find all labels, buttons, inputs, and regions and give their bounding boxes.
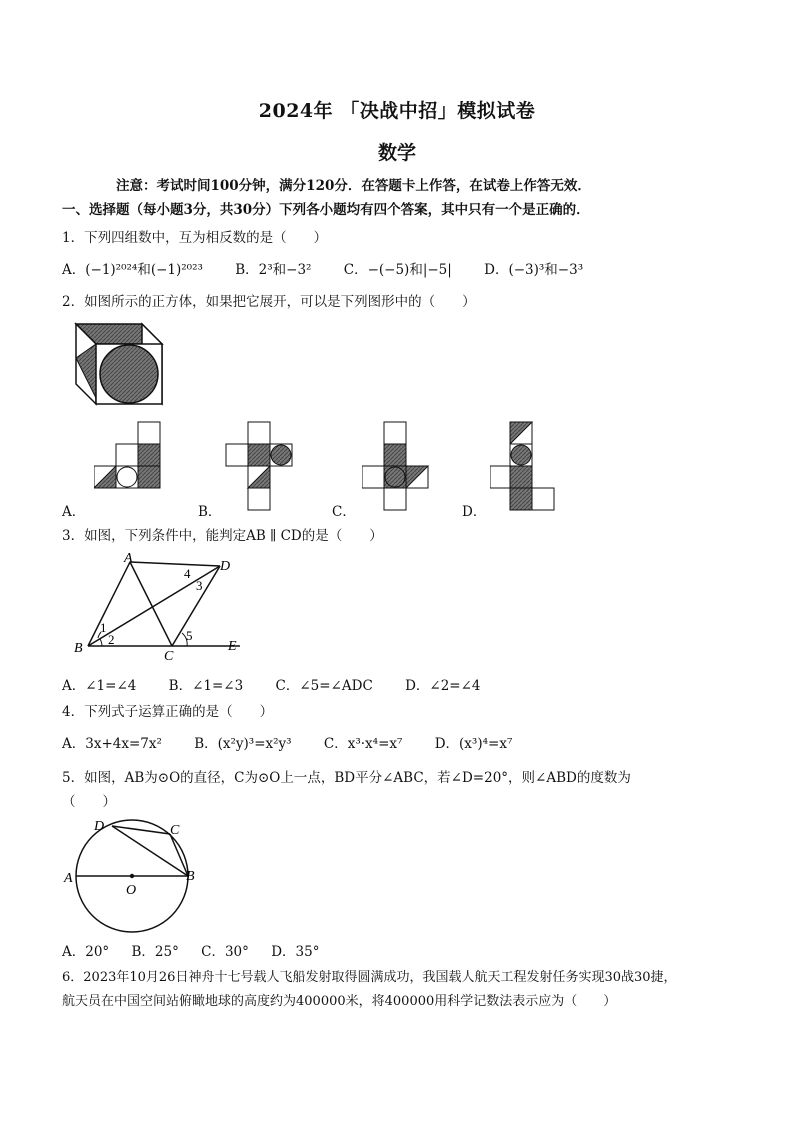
section-title: 一、选择题（每小题3分，共30分）下列各小题均有四个答案，其中只有一个是正确的． — [62, 202, 590, 218]
exam-notice: 注意：考试时间100分钟，满分120分．在答题卡上作答，在试卷上作答无效． — [116, 178, 591, 194]
q2-stem: 2．如图所示的正方体，如果把它展开，可以是下列图形中的（ ） — [62, 294, 476, 310]
q5-point-o: O — [126, 883, 137, 898]
q1-option-d: D．(−3)³和−3³ — [484, 262, 584, 278]
q4-options — [62, 732, 540, 752]
q5-point-d: D — [94, 819, 105, 834]
q3-option-a: A．∠1=∠4 — [62, 678, 137, 694]
cube-figure — [70, 318, 170, 408]
q5-stem-bracket: （ ） — [62, 794, 116, 810]
q4-option-b: B．(x²y)³=x²y³ — [194, 736, 292, 752]
net-label-c: C． — [332, 504, 356, 520]
q4-option-a: A．3x+4x=7x² — [62, 736, 162, 752]
q1-stem: 1．下列四组数中，互为相反数的是（ ） — [62, 230, 328, 246]
q1-options — [62, 258, 611, 278]
q5-option-c: C．30° — [201, 944, 249, 960]
q6-stem-line2: 航天员在中国空间站俯瞰地球的高度约为400000米，将400000用科学记数法表示应为（ ） — [62, 994, 617, 1009]
q1-option-b: B．2³和−3² — [235, 262, 312, 278]
q3-figure — [70, 550, 250, 662]
net-label-a: A． — [62, 504, 86, 520]
q5-option-a: A．20° — [62, 944, 110, 960]
q1-option-a: A．(−1)²⁰²⁴和(−1)²⁰²³ — [62, 262, 203, 278]
q5-point-b: B — [186, 869, 195, 884]
q1-option-c: C．−(−5)和|−5| — [343, 262, 452, 278]
q5-option-b: B．25° — [131, 944, 179, 960]
q3-point-d: D — [220, 559, 231, 574]
q5-circle-figure — [62, 816, 212, 934]
q3-point-e: E — [228, 639, 237, 654]
net-option-a — [94, 420, 166, 492]
q3-point-c: C — [164, 649, 174, 662]
exam-title: 2024年 「决战中招」模拟试卷 — [258, 100, 536, 122]
q3-angle-5: 5 — [186, 628, 193, 643]
q3-point-a: A — [124, 551, 133, 566]
net-label-d: D． — [462, 504, 487, 520]
q3-angle-1: 1 — [100, 620, 107, 635]
q3-angle-3: 3 — [196, 578, 203, 593]
subject-title: 数学 — [377, 142, 416, 164]
q4-option-c: C．x³·x⁴=x⁷ — [323, 736, 403, 752]
q3-option-c: C．∠5=∠ADC — [275, 678, 373, 694]
net-option-b — [224, 420, 300, 514]
net-label-b: B． — [198, 504, 222, 520]
q5-options — [62, 940, 347, 960]
q3-angle-2: 2 — [108, 632, 115, 647]
q5-option-d: D．35° — [271, 944, 320, 960]
net-option-d — [490, 420, 562, 514]
q4-stem: 4．下列式子运算正确的是（ ） — [62, 704, 274, 720]
q3-options — [62, 674, 509, 694]
q4-option-d: D．(x³)⁴=x⁷ — [434, 736, 513, 752]
q3-point-b: B — [74, 641, 83, 656]
net-option-c — [362, 420, 434, 514]
q6-stem-line1: 6．2023年10月26日神舟十七号载人飞船发射取得圆满成功，我国载人航天工程发射任务实现30战30捷， — [62, 970, 677, 985]
q3-option-d: D．∠2=∠4 — [405, 678, 481, 694]
q5-point-c: C — [170, 823, 180, 838]
q3-angle-4: 4 — [184, 566, 191, 581]
q5-point-a: A — [64, 871, 73, 886]
q5-stem: 5．如图，AB为⊙O的直径，C为⊙O上一点，BD平分∠ABC，若∠D=20°，则∠ABD的度数为 — [62, 770, 631, 786]
q3-option-b: B．∠1=∠3 — [168, 678, 244, 694]
q3-stem: 3．如图，下列条件中，能判定AB ∥ CD的是（ ） — [62, 528, 383, 544]
